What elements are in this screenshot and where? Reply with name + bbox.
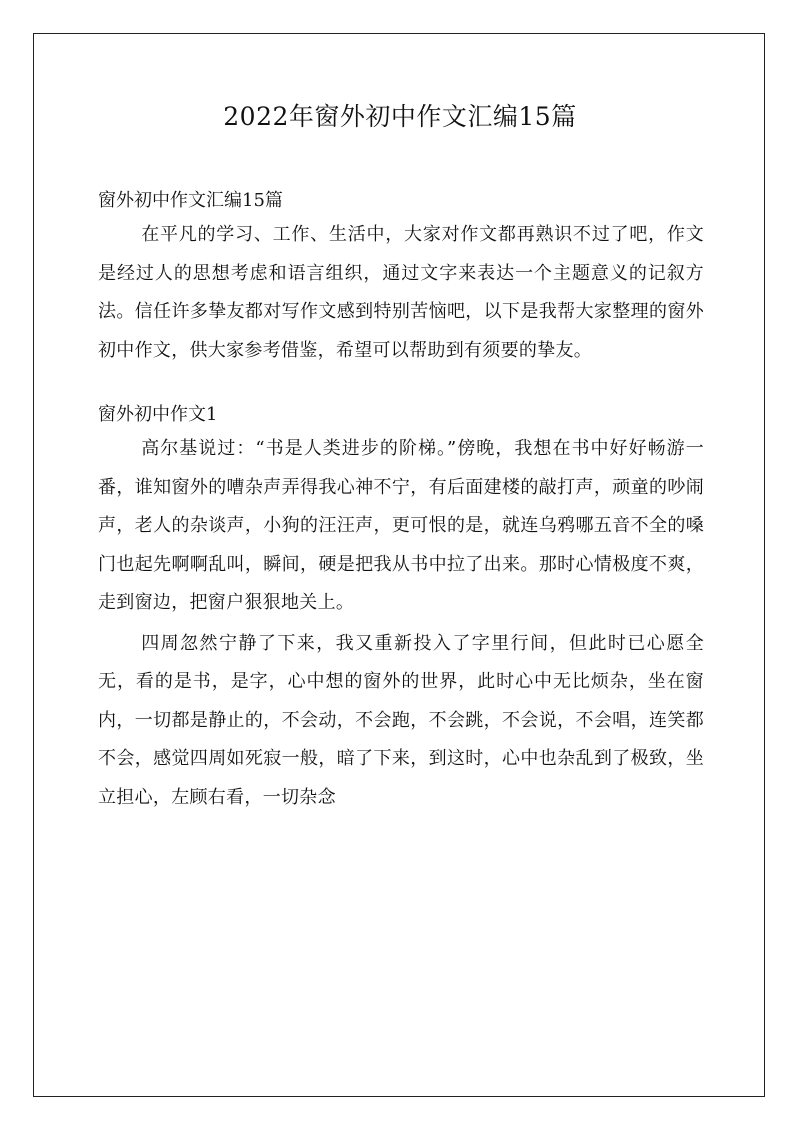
- document-title: 2022年窗外初中作文汇编15篇: [223, 102, 577, 131]
- intro-heading: 窗外初中作文汇编15篇: [98, 190, 283, 211]
- section-spacer: [98, 370, 704, 400]
- document-body: [98, 186, 704, 817]
- essay-1-paragraph-1: 高尔基说过：“书是人类进步的阶梯。”傍晚，我想在书中好好畅游一番，谁知窗外的嘈杂声弄得我心神不宁，有后面建楼的敲打声，顽童的吵闹声，老人的杂谈声，小狗的汪汪声，更可恨的是，就连乌鸦哪五音不全的嗓门也起先啊啊乱叫，瞬间，硬是把我从书中拉了出来。那时心情极度不爽，走到窗边，把窗户狠狠地关上。: [98, 438, 704, 613]
- essay-1-heading: 窗外初中作文1: [98, 404, 218, 425]
- intro-paragraph: 在平凡的学习、工作、生活中，大家对作文都再熟识不过了吧，作文是经过人的思想考虑和语言组织，通过文字来表达一个主题意义的记叙方法。信任许多挚友都对写作文感到特别苦恼吧，以下是我帮大家整理的窗外初中作文，供大家参考借鉴，希望可以帮助到有须要的挚友。: [98, 224, 704, 361]
- essay-1-paragraph-2: 四周忽然宁静了下来，我又重新投入了字里行间，但此时已心愿全无，看的是书，是字，心中想的窗外的世界，此时心中无比烦杂，坐在窗内，一切都是静止的，不会动，不会跑，不会跳，不会说，不会唱，连笑都不会，感觉四周如死寂一般，暗了下来，到这时，心中也杂乱到了极致，坐立担心，左顾右看，一切杂念: [98, 632, 704, 808]
